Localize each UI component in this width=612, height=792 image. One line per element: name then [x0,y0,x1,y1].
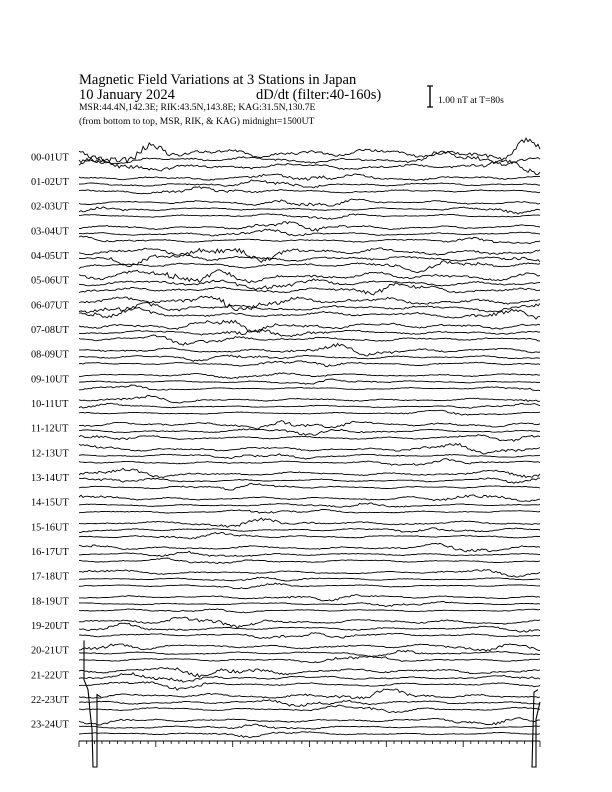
trace-rik-h14 [79,503,540,507]
hour-label: 16-17UT [31,547,69,558]
trace-msr-h8 [79,361,540,367]
trace-rik-h11 [79,429,540,436]
trace-msr-h15 [79,533,540,539]
hour-label: 19-20UT [31,621,69,632]
trace-kag-h13 [79,468,540,477]
trace-msr-h16 [79,558,540,564]
trace-msr-h14 [79,509,540,513]
trace-rik-h3 [79,229,540,236]
trace-msr-h1 [79,187,540,194]
trace-rik-h13 [79,478,540,483]
trace-msr-h17 [79,583,540,589]
spike-right [532,690,540,767]
hour-label: 10-11UT [31,399,69,410]
hour-label: 03-04UT [31,226,69,238]
trace-msr-h5 [79,283,540,295]
hour-label: 17-18UT [31,571,69,583]
hour-label: 09-10UT [31,374,69,386]
trace-kag-h2 [79,199,540,206]
trace-kag-h19 [79,617,540,628]
trace-kag-h7 [79,320,540,332]
hour-label: 05-06UT [31,275,69,287]
hour-label-layer [31,152,69,730]
hour-label: 02-03UT [31,201,69,213]
hour-label: 18-19UT [31,596,69,608]
scale-label: 1.00 nT at T=80s [438,95,504,106]
trace-msr-h3 [79,236,540,244]
trace-rik-h12 [79,454,540,459]
trace-msr-h9 [79,385,540,391]
trace-kag-h21 [79,668,540,678]
trace-rik-h15 [79,528,540,533]
trace-kag-h5 [79,270,540,283]
trace-msr-h11 [79,435,540,442]
hour-label: 01-02UT [31,177,69,188]
chart-title: Magnetic Field Variations at 3 Stations in Japan [79,72,357,88]
trace-kag-h4 [79,248,540,263]
trace-kag-h17 [79,570,540,578]
trace-rik-h16 [79,551,540,556]
trace-rik-h8 [79,355,540,361]
hour-label: 00-01UT [31,152,69,164]
trace-msr-h18 [79,609,540,613]
trace-rik-h20 [79,650,540,656]
trace-msr-h10 [79,410,540,415]
trace-rik-h18 [79,601,540,606]
hour-label: 15-16UT [31,522,69,534]
spike-left [84,640,101,767]
trace-kag-h18 [79,595,540,601]
hour-label: 20-21UT [31,645,69,657]
chart-quantity: dD/dt (filter:40-160s) [256,87,382,103]
hour-label: 22-23UT [31,695,69,706]
trace-rik-h6 [79,302,540,313]
trace-kag-h3 [79,222,540,232]
trace-kag-h16 [79,543,540,552]
hour-label: 12-13UT [31,448,69,460]
trace-kag-h9 [79,373,540,379]
trace-msr-h4 [79,261,540,273]
trace-msr-h13 [79,484,540,491]
hour-label: 14-15UT [31,497,69,509]
hour-label: 21-22UT [31,670,69,682]
trace-rik-h23 [79,724,540,729]
trace-rik-h7 [79,329,540,336]
trace-kag-h10 [79,396,540,404]
trace-kag-h22 [79,689,540,699]
trace-layer [79,138,540,767]
trace-kag-h14 [79,495,540,501]
trace-kag-h15 [79,518,540,527]
hour-label: 11-12UT [31,423,69,435]
trace-msr-h12 [79,459,540,466]
trace-rik-h22 [79,700,540,707]
trace-msr-h2 [79,214,540,220]
hour-label: 08-09UT [31,349,69,361]
trace-kag-h1 [79,174,540,181]
trace-kag-h23 [79,718,540,725]
trace-rik-h21 [79,673,540,682]
hour-label: 13-14UT [31,473,69,484]
chart-date: 10 January 2024 [79,87,175,103]
trace-kag-h20 [79,644,540,651]
hour-label: 07-08UT [31,325,69,336]
station-order-note: (from bottom to top, MSR, RIK, & KAG) midnight=1500UT [79,116,315,127]
trace-rik-h17 [79,577,540,581]
trace-kag-h12 [79,444,540,455]
hour-label: 04-05UT [31,251,69,262]
trace-rik-h10 [79,403,540,408]
trace-rik-h2 [79,207,540,214]
trace-rik-h9 [79,379,540,384]
trace-msr-h20 [79,656,540,663]
trace-rik-h19 [79,623,540,632]
trace-kag-h11 [79,421,540,430]
hour-label: 06-07UT [31,300,69,312]
trace-rik-h1 [79,180,540,188]
trace-msr-h23 [79,732,540,738]
station-coordinates: MSR:44.4N,142.3E; RIK:43.5N,143.8E; KAG:31.5N,130.7E [79,102,316,113]
trace-msr-h22 [79,705,540,713]
hour-label: 23-24UT [31,719,69,731]
scale-bar [427,86,433,107]
trace-msr-h21 [79,682,540,690]
time-axis [79,741,540,747]
trace-kag-h8 [79,344,540,356]
trace-kag-h0 [79,138,540,163]
trace-msr-h7 [79,335,540,345]
trace-msr-h19 [79,633,540,639]
